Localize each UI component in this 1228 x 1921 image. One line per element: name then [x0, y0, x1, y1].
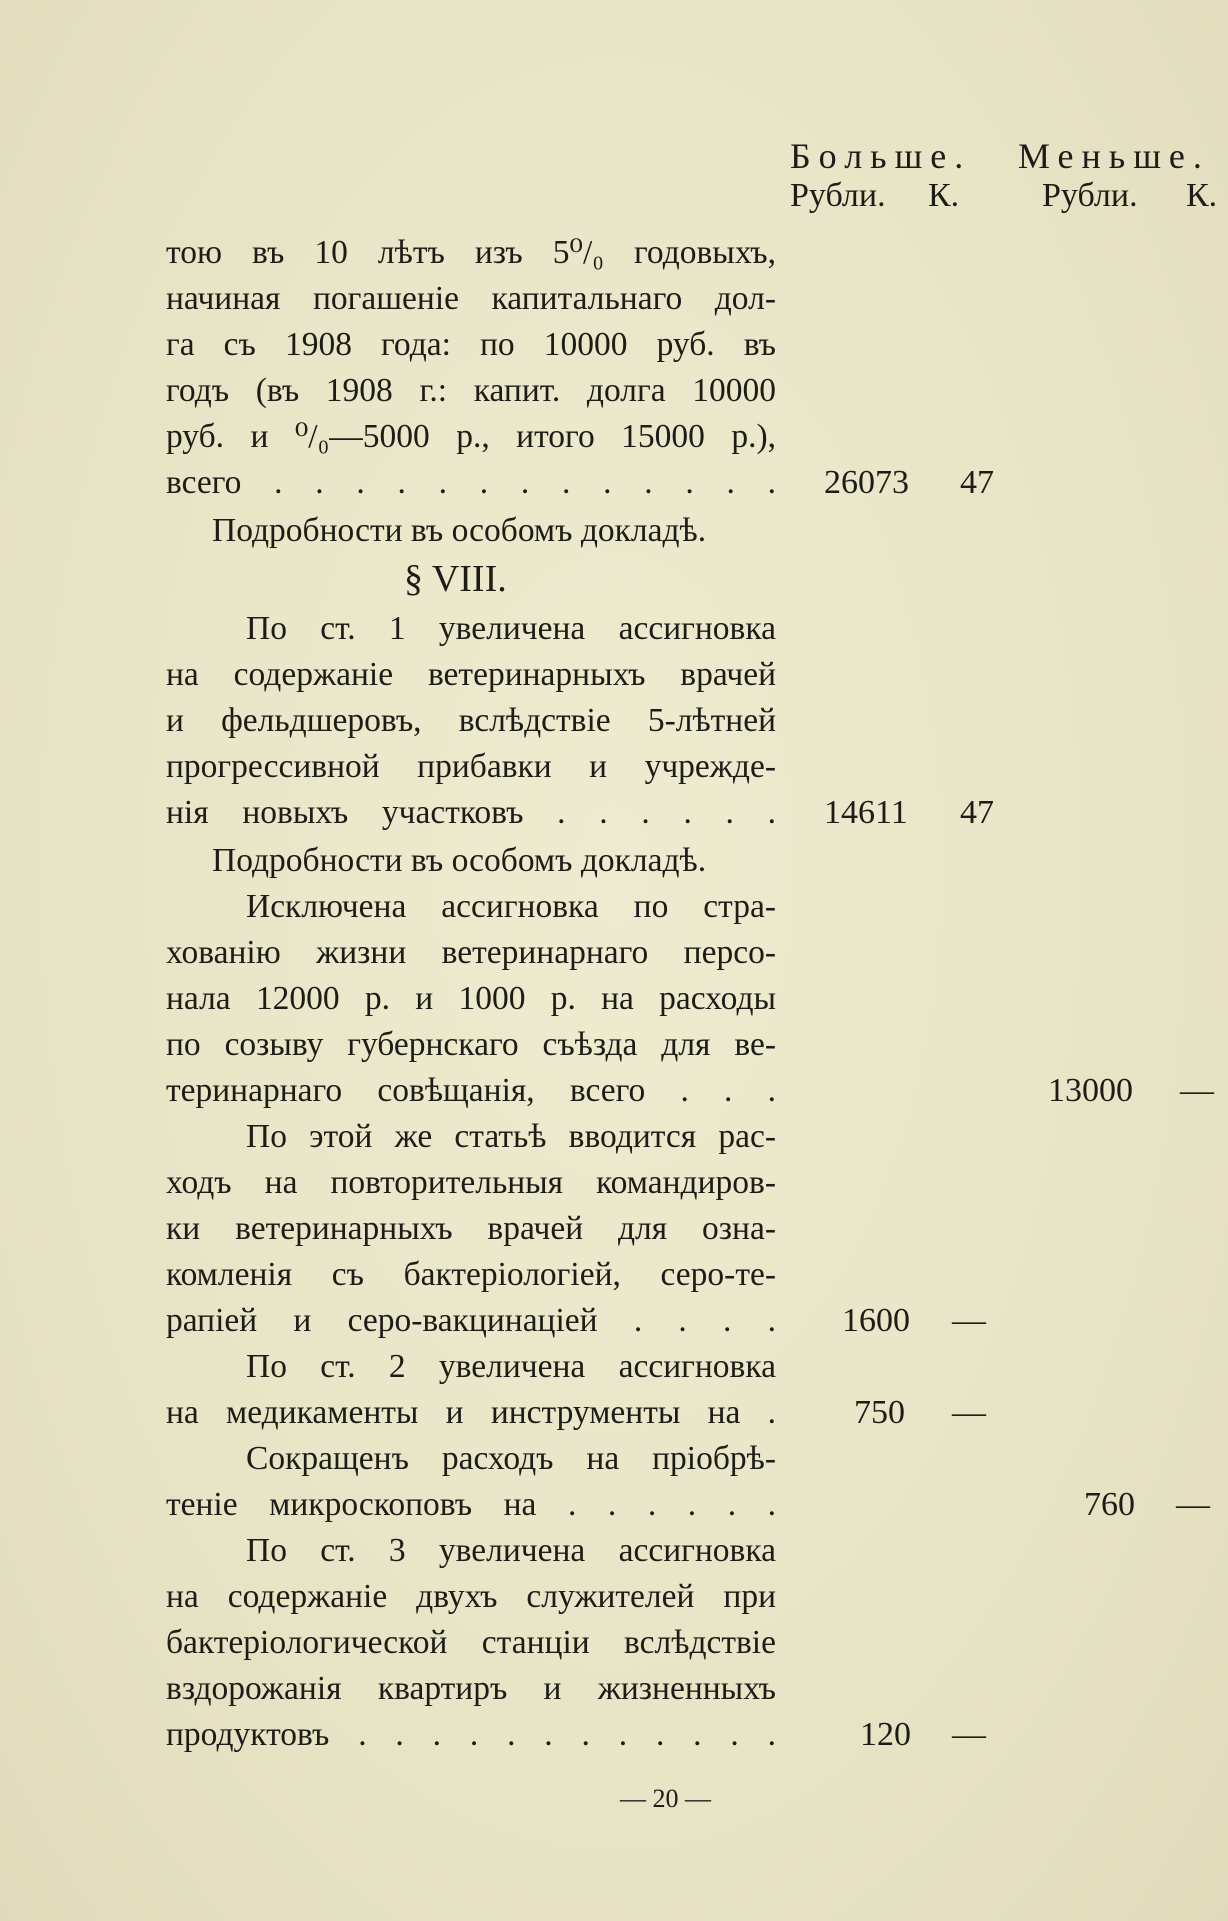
text-line: Сокращенъ расходъ на пріобрѣ- — [246, 1440, 776, 1477]
text-line: бактеріологической станціи вслѣдствіе — [166, 1624, 776, 1661]
text-line: вздорожанія квартиръ и жизненныхъ — [166, 1670, 776, 1707]
text-line: теніе микроскоповъ на . . . . . . — [166, 1486, 776, 1523]
text-line: продуктовъ . . . . . . . . . . . . — [166, 1716, 776, 1753]
header-bolshe: Больше. — [790, 136, 972, 176]
text-line: на содержаніе ветеринарныхъ врачей — [166, 656, 776, 693]
text-line: и фельдшеровъ, вслѣдствіе 5-лѣтней — [166, 702, 776, 739]
text-line: Подробности въ особомъ докладѣ. — [212, 512, 707, 549]
text-line: руб. и ⁰/₀—5000 р., итого 15000 р.), — [166, 418, 776, 455]
amount-rubles: 760 — [1084, 1486, 1135, 1523]
page-number: — 20 — — [620, 1784, 711, 1813]
header-k-bolshe: К. — [928, 177, 960, 214]
text-line: га съ 1908 года: по 10000 руб. въ — [166, 326, 776, 363]
text-line: прогрессивной прибавки и учрежде- — [166, 748, 776, 785]
text-line: Подробности въ особомъ докладѣ. — [212, 842, 707, 879]
text-line: нія новыхъ участковъ . . . . . . — [166, 794, 776, 831]
text-line: на содержаніе двухъ служителей при — [166, 1578, 776, 1615]
text-line: годъ (въ 1908 г.: капит. долга 10000 — [166, 372, 776, 409]
header-k-menshe: К. — [1186, 177, 1218, 214]
text-line: хованію жизни ветеринарнаго персо- — [166, 934, 776, 971]
text-line: По ст. 3 увеличена ассигновка — [246, 1532, 776, 1569]
header-menshe: Меньше. — [1018, 136, 1210, 176]
amount-kopeks: — — [952, 1716, 986, 1753]
section-heading: § VIII. — [404, 558, 507, 600]
text-line: по созыву губернскаго съѣзда для ве- — [166, 1026, 776, 1063]
text-line: ки ветеринарныхъ врачей для озна- — [166, 1210, 776, 1247]
amount-kopeks: — — [1176, 1486, 1210, 1523]
amount-rubles: 750 — [854, 1394, 905, 1431]
text-line: тою въ 10 лѣтъ изъ 5⁰/₀ годовыхъ, — [166, 234, 776, 271]
text-line: нала 12000 р. и 1000 р. на расходы — [166, 980, 776, 1017]
amount-rubles: 120 — [860, 1716, 911, 1753]
text-line: начиная погашеніе капитальнаго дол- — [166, 280, 776, 317]
text-line: на медикаменты и инструменты на . — [166, 1394, 776, 1431]
amount-rubles: 14611 — [824, 794, 908, 831]
text-line: всего . . . . . . . . . . . . . — [166, 464, 776, 501]
text-line: теринарнаго совѣщанія, всего . . . — [166, 1072, 776, 1109]
text-line: комленія съ бактеріологіей, серо-те- — [166, 1256, 776, 1293]
header-rubli-menshe: Рубли. — [1042, 177, 1138, 214]
amount-rubles: 13000 — [1048, 1072, 1133, 1109]
amount-kopeks: — — [952, 1302, 986, 1339]
header-rubli-bolshe: Рубли. — [790, 177, 886, 214]
text-line: ходъ на повторительныя командиров- — [166, 1164, 776, 1201]
amount-rubles: 1600 — [842, 1302, 910, 1339]
text-line: рапіей и серо-вакцинаціей . . . . — [166, 1302, 776, 1339]
text-line: По этой же статьѣ вводится рас- — [246, 1118, 776, 1155]
text-line: По ст. 2 увеличена ассигновка — [246, 1348, 776, 1385]
amount-kopeks: — — [1180, 1072, 1214, 1109]
amount-kopeks: 47 — [960, 794, 994, 831]
amount-kopeks: 47 — [960, 464, 994, 501]
amount-kopeks: — — [952, 1394, 986, 1431]
text-line: По ст. 1 увеличена ассигновка — [246, 610, 776, 647]
amount-rubles: 26073 — [824, 464, 909, 501]
text-line: Исключена ассигновка по стра- — [246, 888, 776, 925]
